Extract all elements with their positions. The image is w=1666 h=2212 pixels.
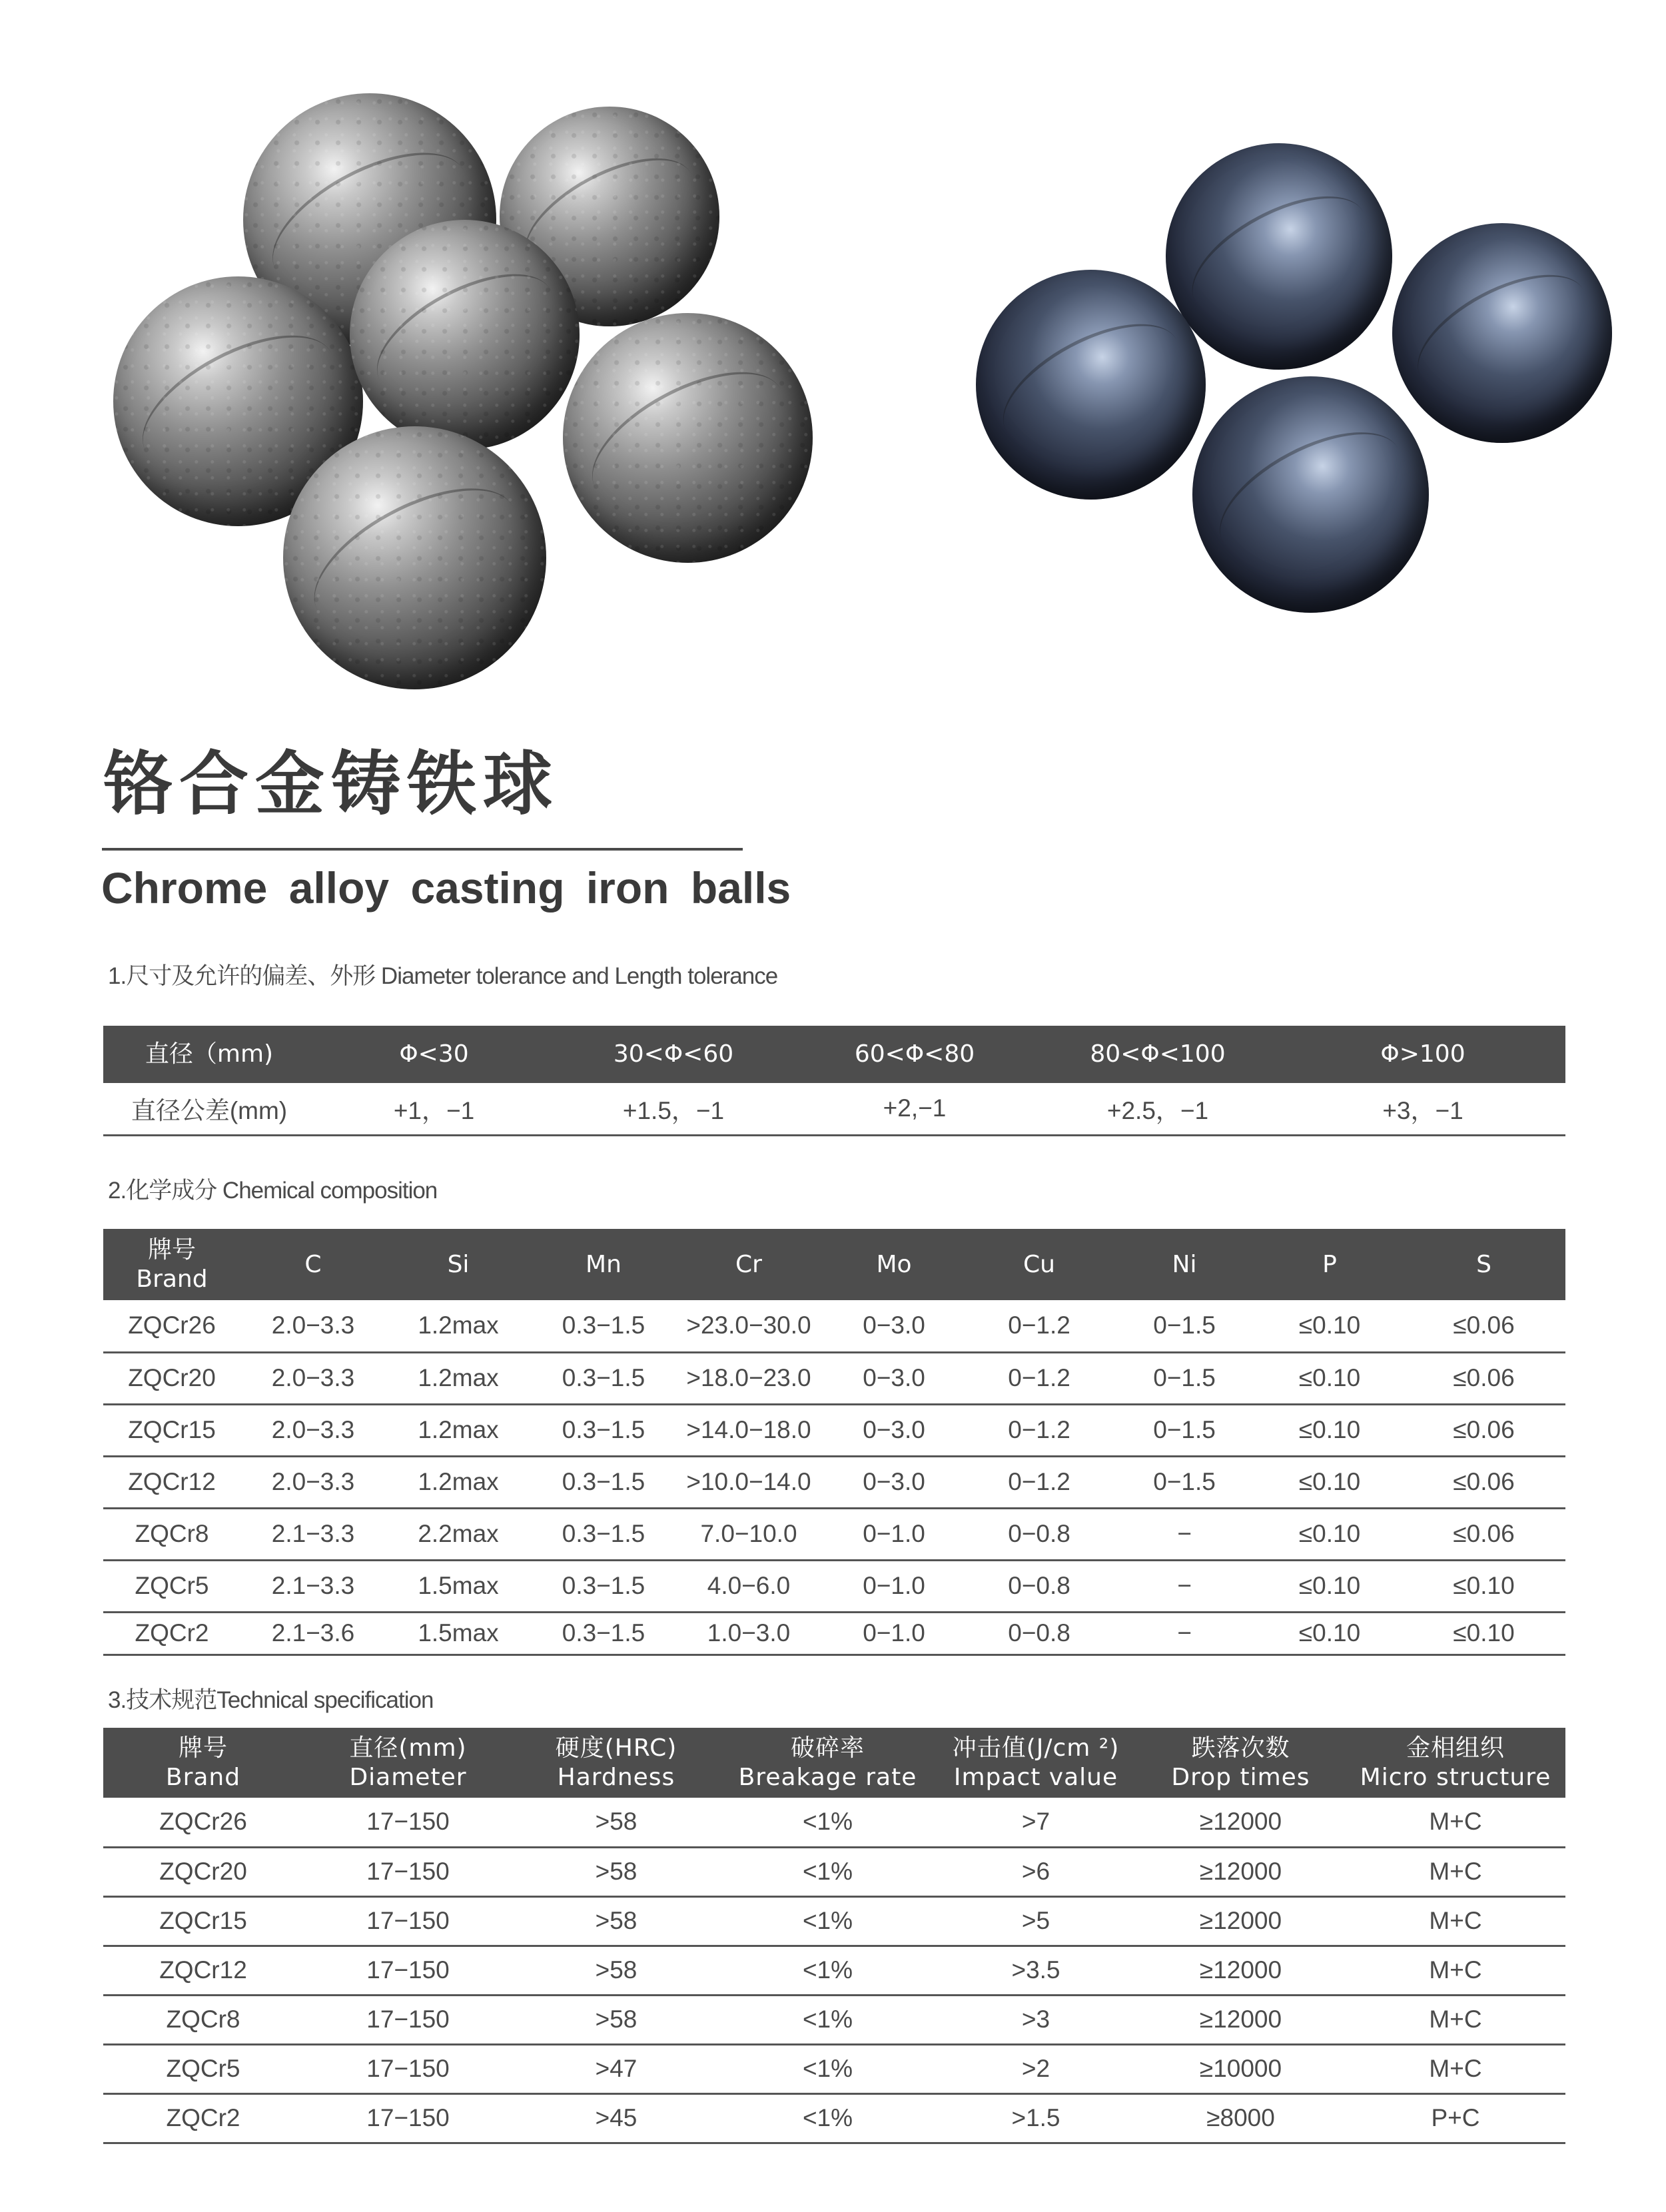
table-cell: 0−0.8 [967,1612,1112,1655]
table-cell: 0−1.5 [1112,1456,1257,1508]
header-label-en: Breakage rate [738,1763,917,1791]
title-divider [102,848,743,851]
header-cell [1136,1728,1346,1798]
table-cell: ≤0.10 [1257,1300,1402,1352]
brand-cell: ZQCr12 [103,1946,303,1995]
table-cell: 17−150 [303,1798,513,1847]
table-cell: >3.5 [936,1946,1136,1995]
header-cell-brand [103,1229,240,1300]
table-cell: >14.0−18.0 [676,1404,821,1456]
table-cell: +1，−1 [315,1083,553,1135]
header-cell: P [1257,1229,1402,1300]
table-cell: >7 [936,1798,1136,1847]
table-cell: ≥12000 [1136,1896,1346,1946]
brand-cell: ZQCr8 [103,1508,240,1560]
table-row [103,1946,1565,1995]
header-cell: Cu [967,1229,1112,1300]
table-cell: 2.1−3.3 [240,1560,386,1612]
table-row [103,2044,1565,2093]
table-cell: >45 [513,2093,719,2143]
table-cell: ≥12000 [1136,1946,1346,1995]
polished-ball [1166,143,1392,370]
header-cell: 30<Φ<60 [553,1026,794,1083]
table-cell: 17−150 [303,1995,513,2044]
matte-ball [350,220,580,450]
polished-balls-photo [959,127,1632,633]
header-cell [303,1728,513,1798]
table-cell: 0.3−1.5 [531,1508,676,1560]
table-cell: M+C [1346,1946,1565,1995]
tolerance-table [103,1026,1565,1136]
table-cell: 0−0.8 [967,1560,1112,1612]
polished-ball [1192,376,1429,613]
table-cell: <1% [719,1847,936,1896]
brand-cell: ZQCr2 [103,1612,240,1655]
table-cell: 2.2max [386,1508,531,1560]
table-row [103,1404,1565,1456]
table-cell: ≥10000 [1136,2044,1346,2093]
table-cell: ≤0.06 [1402,1404,1565,1456]
header-cell: 80<Φ<100 [1035,1026,1280,1083]
section-title-chemical: 2.化学成分 Chemical composition [108,1178,438,1204]
table-cell: 2.0−3.3 [240,1456,386,1508]
table-cell: 0.3−1.5 [531,1456,676,1508]
table-header-row [103,1026,1565,1083]
section-title-tolerance: 1.尺寸及允许的偏差、外形 Diameter tolerance and Length tolerance [108,963,778,989]
table-cell: >2 [936,2044,1136,2093]
header-cell [719,1728,936,1798]
table-cell: 0−1.0 [821,1560,967,1612]
table-cell: 0−1.2 [967,1404,1112,1456]
table-cell: ≤0.10 [1257,1612,1402,1655]
table-cell: 0−1.0 [821,1612,967,1655]
table-cell: M+C [1346,1995,1565,2044]
table-cell: 1.0−3.0 [676,1612,821,1655]
table-cell: 0−3.0 [821,1300,967,1352]
section-title-technical: 3.技术规范Technical specification [108,1687,434,1713]
brand-cell: ZQCr26 [103,1300,240,1352]
table-cell: 4.0−6.0 [676,1560,821,1612]
table-cell: 0−1.2 [967,1300,1112,1352]
table-cell: 1.2max [386,1300,531,1352]
table-cell: 17−150 [303,1847,513,1896]
brand-cell: ZQCr15 [103,1404,240,1456]
table-row [103,1995,1565,2044]
table-cell: >3 [936,1995,1136,2044]
header-brand-en: Brand [136,1265,208,1293]
table-cell: 2.1−3.3 [240,1508,386,1560]
table-cell: 0−1.5 [1112,1300,1257,1352]
table-row [103,1798,1565,1847]
brand-cell: ZQCr20 [103,1847,303,1896]
table-cell: >58 [513,1798,719,1847]
table-cell: +2,−1 [794,1083,1035,1135]
header-cell [1346,1728,1565,1798]
table-cell: 17−150 [303,2093,513,2143]
table-cell: 17−150 [303,2044,513,2093]
table-cell: ≤0.10 [1402,1560,1565,1612]
table-cell: ≥12000 [1136,1798,1346,1847]
table-cell: +1.5，−1 [553,1083,794,1135]
table-cell: <1% [719,2093,936,2143]
brand-cell: ZQCr5 [103,2044,303,2093]
table-cell: − [1112,1560,1257,1612]
table-cell: <1% [719,2044,936,2093]
brand-cell: ZQCr5 [103,1560,240,1612]
table-cell: 7.0−10.0 [676,1508,821,1560]
header-cell [103,1728,303,1798]
header-cell: Φ<30 [315,1026,553,1083]
table-cell: ≤0.06 [1402,1300,1565,1352]
technical-specification-table [103,1728,1565,2144]
table-cell: M+C [1346,1896,1565,1946]
header-label-cn: 冲击值(J/cm ²) [952,1734,1120,1762]
table-cell: − [1112,1508,1257,1560]
table-cell: 1.2max [386,1456,531,1508]
table-cell: 直径公差(mm) [103,1083,315,1135]
table-cell: ≤0.10 [1257,1508,1402,1560]
header-cell: Ni [1112,1229,1257,1300]
table-cell: 17−150 [303,1896,513,1946]
table-cell: ≤0.06 [1402,1456,1565,1508]
table-cell: <1% [719,1896,936,1946]
header-label-cn: 破碎率 [790,1734,865,1762]
brand-cell: ZQCr2 [103,2093,303,2143]
table-header-row [103,1229,1565,1300]
table-cell: 0−3.0 [821,1456,967,1508]
table-cell: 0.3−1.5 [531,1404,676,1456]
table-cell: >10.0−14.0 [676,1456,821,1508]
header-cell [513,1728,719,1798]
table-cell: +3，−1 [1280,1083,1565,1135]
table-cell: >58 [513,1896,719,1946]
table-cell: M+C [1346,1798,1565,1847]
table-cell: >18.0−23.0 [676,1352,821,1404]
table-cell: 0−1.5 [1112,1352,1257,1404]
table-cell: >58 [513,1946,719,1995]
page-title-cn: 铬合金铸铁球 [103,743,560,825]
table-cell: >58 [513,1847,719,1896]
header-label-en: Brand [165,1763,241,1791]
table-cell: 0−0.8 [967,1508,1112,1560]
matte-ball [563,313,813,563]
table-cell: ≤0.10 [1402,1612,1565,1655]
table-cell: 1.5max [386,1560,531,1612]
table-cell: ≤0.10 [1257,1560,1402,1612]
table-row [103,1847,1565,1896]
table-row [103,1508,1565,1560]
table-cell: 1.5max [386,1612,531,1655]
table-cell: >1.5 [936,2093,1136,2143]
header-label-en: Diameter [349,1763,467,1791]
header-label-cn: 硬度(HRC) [555,1734,677,1762]
table-cell: 0−3.0 [821,1352,967,1404]
page-title-en: Chrome alloy casting iron balls [101,863,791,913]
table-row [103,1560,1565,1612]
matte-balls-photo [93,80,839,693]
table-cell: M+C [1346,2044,1565,2093]
table-cell: <1% [719,1798,936,1847]
table-cell: M+C [1346,1847,1565,1896]
table-cell: 0−1.0 [821,1508,967,1560]
table-header-row [103,1728,1565,1798]
polished-ball [1392,223,1612,443]
table-row [103,2093,1565,2143]
table-cell: P+C [1346,2093,1565,2143]
table-cell: >58 [513,1995,719,2044]
header-cell: Mo [821,1229,967,1300]
table-cell: 2.0−3.3 [240,1352,386,1404]
brand-cell: ZQCr12 [103,1456,240,1508]
polished-ball [976,270,1206,500]
header-label-cn: 跌落次数 [1191,1734,1290,1762]
header-cell: 直径（mm) [103,1026,315,1083]
header-cell: Si [386,1229,531,1300]
table-row [103,1083,1565,1135]
table-cell: +2.5，−1 [1035,1083,1280,1135]
table-cell: ≤0.06 [1402,1508,1565,1560]
table-cell: >23.0−30.0 [676,1300,821,1352]
brand-cell: ZQCr26 [103,1798,303,1847]
table-cell: ≥8000 [1136,2093,1346,2143]
header-brand-cn: 牌号 [147,1236,196,1264]
table-cell: ≤0.10 [1257,1404,1402,1456]
header-label-en: Drop times [1171,1763,1310,1791]
table-row [103,1352,1565,1404]
header-label-en: Micro structure [1360,1763,1551,1791]
table-cell: ≤0.06 [1402,1352,1565,1404]
table-cell: 2.0−3.3 [240,1404,386,1456]
table-cell: <1% [719,1995,936,2044]
header-label-cn: 牌号 [178,1734,228,1762]
table-cell: 0.3−1.5 [531,1560,676,1612]
matte-ball [283,426,546,689]
header-label-en: Impact value [953,1763,1118,1791]
table-cell: ≥12000 [1136,1847,1346,1896]
table-cell: 1.2max [386,1352,531,1404]
table-cell: − [1112,1612,1257,1655]
chemical-composition-table [103,1229,1565,1656]
table-cell: 0−1.2 [967,1456,1112,1508]
header-cell [936,1728,1136,1798]
brand-cell: ZQCr15 [103,1896,303,1946]
brand-cell: ZQCr8 [103,1995,303,2044]
table-cell: >6 [936,1847,1136,1896]
table-cell: 0−1.2 [967,1352,1112,1404]
header-cell: Φ>100 [1280,1026,1565,1083]
table-cell: 2.0−3.3 [240,1300,386,1352]
table-cell: 1.2max [386,1404,531,1456]
header-cell: 60<Φ<80 [794,1026,1035,1083]
brand-cell: ZQCr20 [103,1352,240,1404]
table-cell: 0.3−1.5 [531,1612,676,1655]
table-cell: 17−150 [303,1946,513,1995]
header-label-cn: 直径(mm) [349,1734,467,1762]
table-row [103,1612,1565,1655]
table-cell: <1% [719,1946,936,1995]
table-cell: 0.3−1.5 [531,1300,676,1352]
header-cell: Cr [676,1229,821,1300]
header-cell: Mn [531,1229,676,1300]
table-cell: ≥12000 [1136,1995,1346,2044]
table-cell: 0−1.5 [1112,1404,1257,1456]
table-cell: 0−3.0 [821,1404,967,1456]
table-row [103,1456,1565,1508]
header-cell: S [1402,1229,1565,1300]
header-label-cn: 金相组织 [1406,1734,1505,1762]
table-cell: 0.3−1.5 [531,1352,676,1404]
table-cell: >5 [936,1896,1136,1946]
table-cell: 2.1−3.6 [240,1612,386,1655]
table-row [103,1300,1565,1352]
table-cell: >47 [513,2044,719,2093]
header-cell: C [240,1229,386,1300]
header-label-en: Hardness [557,1763,675,1791]
table-cell: ≤0.10 [1257,1456,1402,1508]
table-row [103,1896,1565,1946]
table-cell: ≤0.10 [1257,1352,1402,1404]
